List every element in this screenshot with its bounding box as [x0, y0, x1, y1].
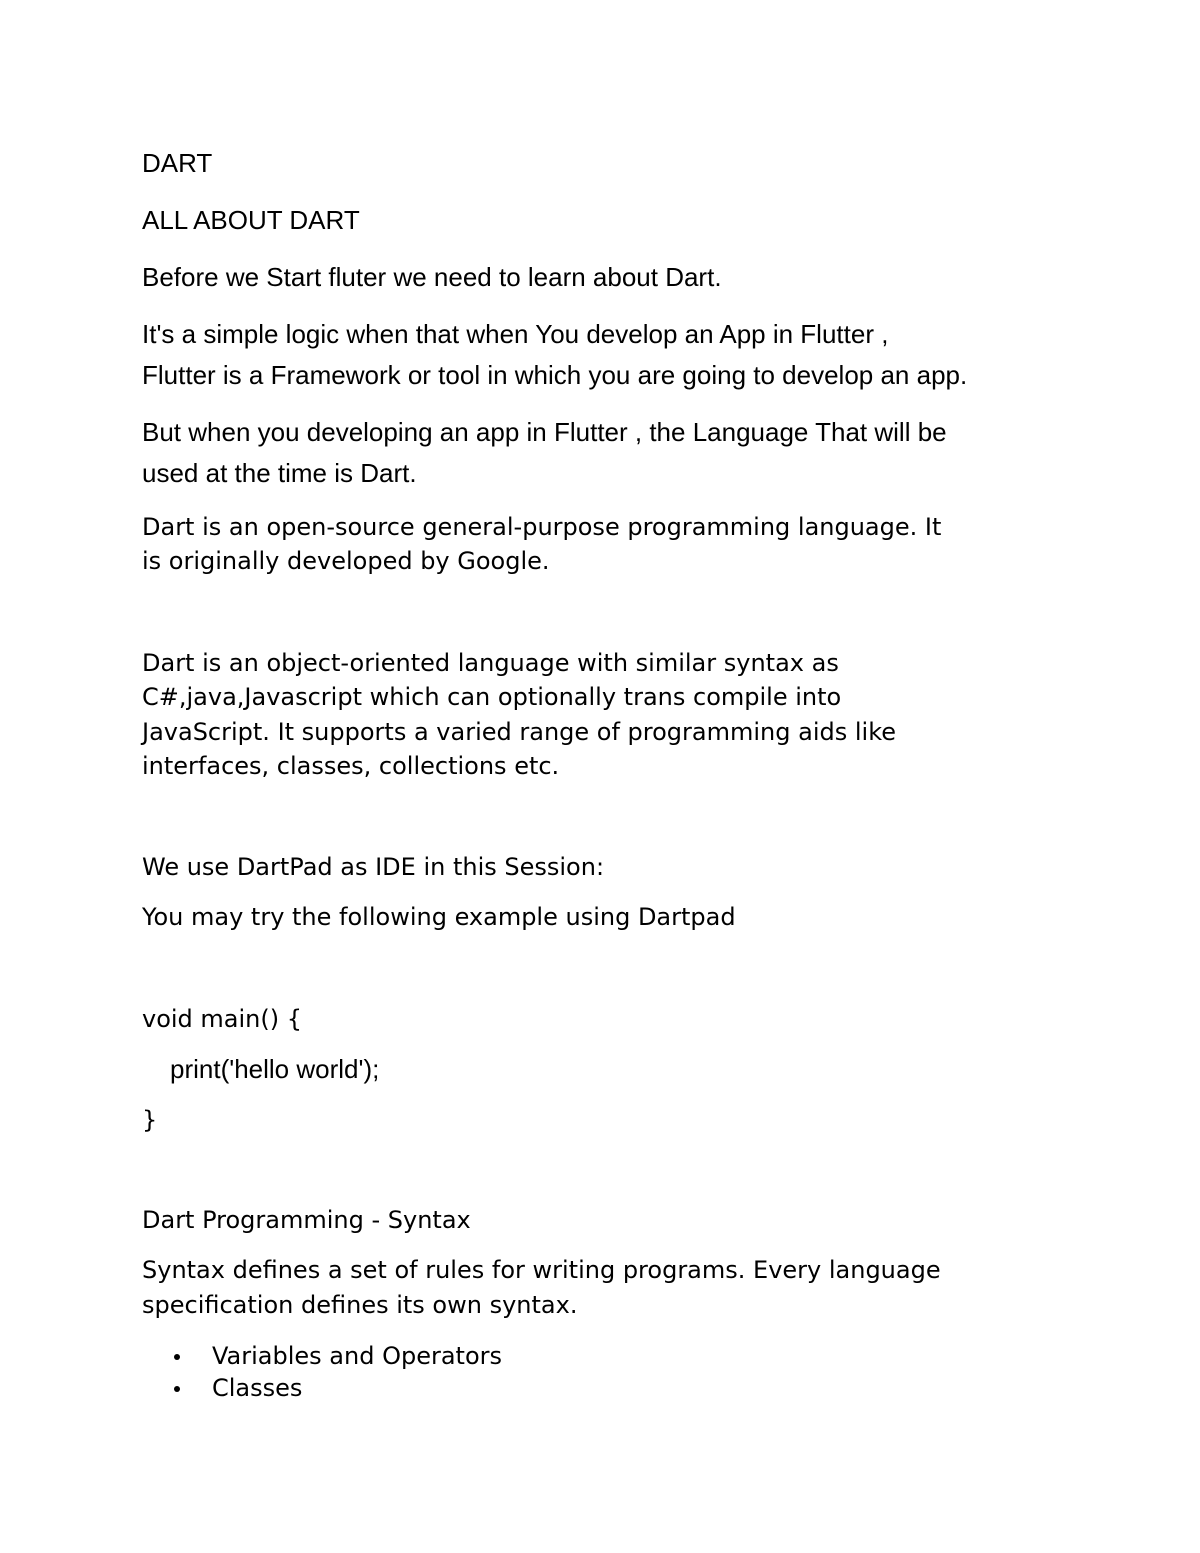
bullet-icon: [174, 1354, 180, 1360]
paragraph-line: C#,java,Javascript which can optionally trans compile into: [142, 683, 842, 711]
try-note: You may try the following example using Dartpad: [142, 903, 736, 931]
paragraph-line: interfaces, classes, collections etc.: [142, 752, 560, 780]
paragraph-line: Dart is an open-source general-purpose programming language. It: [142, 513, 942, 541]
intro-paragraph: Before we Start fluter we need to learn about Dart.: [142, 262, 722, 292]
document-title: DART: [142, 148, 213, 178]
paragraph-line: JavaScript. It supports a varied range of programming aids like: [142, 718, 896, 746]
list-item: [170, 1372, 502, 1404]
list-item-label: Classes: [212, 1374, 303, 1402]
list-item: [170, 1340, 502, 1372]
paragraph-line: It's a simple logic when that when You develop an App in Flutter ,: [142, 319, 889, 349]
document-subtitle: ALL ABOUT DART: [142, 205, 360, 235]
bullet-icon: [174, 1386, 180, 1392]
code-line: void main() {: [142, 1005, 303, 1033]
bullet-list: [170, 1340, 502, 1404]
paragraph-line: specification defines its own syntax.: [142, 1291, 578, 1319]
paragraph-line: Flutter is a Framework or tool in which you are going to develop an app.: [142, 360, 968, 390]
paragraph-line: is originally developed by Google.: [142, 547, 550, 575]
paragraph-line: used at the time is Dart.: [142, 458, 417, 488]
ide-note: We use DartPad as IDE in this Session:: [142, 853, 605, 881]
paragraph-line: Syntax defines a set of rules for writing programs. Every language: [142, 1256, 941, 1284]
paragraph-line: But when you developing an app in Flutter , the Language That will be: [142, 417, 947, 447]
list-item-label: Variables and Operators: [212, 1342, 503, 1370]
code-line: print('hello world');: [170, 1054, 380, 1084]
code-line: }: [142, 1106, 158, 1134]
paragraph-line: Dart is an object-oriented language with similar syntax as: [142, 649, 839, 677]
section-heading: Dart Programming - Syntax: [142, 1206, 471, 1234]
